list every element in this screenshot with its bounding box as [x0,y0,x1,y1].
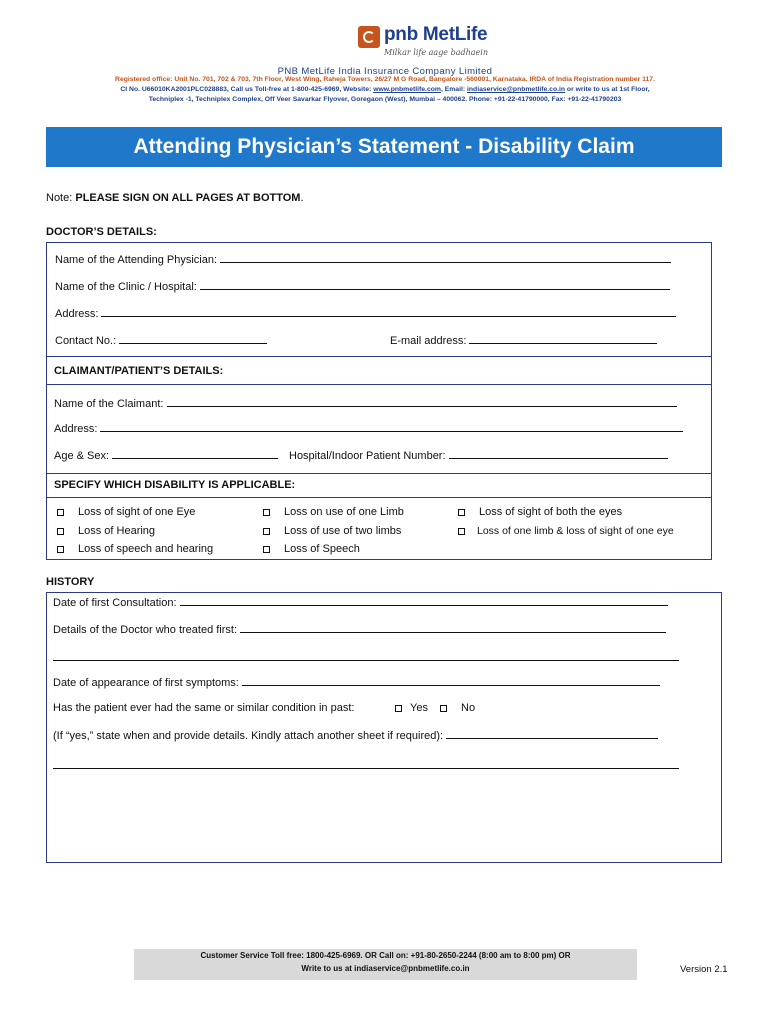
doctor-address-label: Address: [55,308,99,320]
disability-option-label: Loss on use of one Limb [284,506,404,518]
doctor-address-field[interactable] [101,307,676,317]
if-yes-field-line2[interactable] [53,768,679,769]
physician-name-row [55,253,671,266]
sign-note [46,192,304,204]
if-yes-row [53,729,658,742]
disability-heading: SPECIFY WHICH DISABILITY IS APPLICABLE: [54,479,296,491]
if-yes-label: (If “yes,” state when and provide details. Kindly attach another sheet if required): [53,730,444,742]
disability-option[interactable] [458,525,674,537]
physician-name-field[interactable] [220,253,671,263]
first-consultation-label: Date of first Consultation: [53,597,177,609]
disability-option-label: Loss of sight of one Eye [78,506,196,518]
checkbox-icon[interactable] [57,546,64,553]
note-suffix: . [300,192,304,204]
contact-no-field[interactable] [119,334,267,344]
disability-option[interactable] [263,525,401,537]
company-name: PNB MetLife India Insurance Company Limited [277,66,493,77]
age-sex-field[interactable] [112,449,278,459]
logo-brand-text: pnb MetLife [384,24,488,45]
note-text: PLEASE SIGN ON ALL PAGES AT BOTTOM [75,192,301,204]
age-sex-row [54,449,278,462]
disability-option-label: Loss of speech and hearing [78,543,214,555]
physician-name-label: Name of the Attending Physician: [55,254,218,266]
claimant-name-label: Name of the Claimant: [54,398,164,410]
disability-option-label: Loss of use of two limbs [284,525,402,537]
disability-option-label: Loss of Hearing [78,525,156,537]
disability-option[interactable] [263,543,360,555]
if-yes-field[interactable] [446,729,658,739]
cin-text: CI No. U66010KA2001PLC028883, Call us Toll-free at 1-800-425-6969, Website: [120,86,374,93]
similar-condition-label: Has the patient ever had the same or similar condition in past: [53,702,355,714]
age-sex-label: Age & Sex: [54,450,110,462]
address-continues: or write to us at 1st Floor, [565,86,650,93]
first-consultation-field[interactable] [180,596,668,606]
clinic-name-field[interactable] [200,280,670,290]
claimant-name-field[interactable] [167,397,677,407]
patient-number-label: Hospital/Indoor Patient Number: [289,450,446,462]
checkbox-icon[interactable] [263,546,270,553]
checkbox-icon[interactable] [263,509,270,516]
pnb-metlife-logo [358,22,488,58]
disability-option[interactable] [57,525,155,537]
email-link[interactable]: indiaservice@pnbmetlife.co.in [467,86,566,93]
checkbox-icon[interactable] [263,528,270,535]
disability-option[interactable] [458,506,622,518]
email-row [390,334,657,347]
disability-option[interactable] [57,543,213,555]
disability-option-label: Loss of Speech [284,543,360,555]
no-label: No [461,702,476,714]
first-doctor-row [53,623,666,636]
first-doctor-field-line2[interactable] [53,660,679,661]
checkbox-icon[interactable] [395,705,402,712]
disability-option[interactable] [57,506,195,518]
note-prefix: Note: [46,192,76,204]
contact-no-label: Contact No.: [55,335,117,347]
patient-number-field[interactable] [449,449,668,459]
doctor-address-row [55,307,676,320]
clinic-name-row [55,280,670,293]
clinic-name-label: Name of the Clinic / Hospital: [55,281,197,293]
checkbox-icon[interactable] [458,509,465,516]
claimant-details-heading: CLAIMANT/PATIENT’S DETAILS: [54,365,224,377]
customer-service-line: Customer Service Toll free: 1800-425-6969. OR Call on: +91-80-2650-2244 (8:00 am to 8:00 pm) OR [200,951,571,960]
email-prefix: , Email: [440,86,467,93]
claimant-address-label: Address: [54,423,98,435]
disability-option-label: Loss of sight of both the eyes [479,506,623,518]
first-doctor-label: Details of the Doctor who treated first: [53,624,238,636]
claimant-address-field[interactable] [100,422,683,432]
disability-option-label: Loss of one limb & loss of sight of one eye [477,525,674,537]
email-field[interactable] [469,334,657,344]
office-address-line: Techniplex -1, Techniplex Complex, Off Veer Savarkar Flyover, Goregaon (West), Mumbai – 400062. Phone: +91-22-41790000, Fax: +91-22-41790203 [148,96,622,103]
form-title: Attending Physician’s Statement - Disability Claim [133,135,635,158]
first-symptoms-field[interactable] [242,676,660,686]
contact-info-line [60,86,710,93]
patient-number-row [289,449,668,462]
history-heading: HISTORY [46,576,95,588]
checkbox-icon[interactable] [57,528,64,535]
first-symptoms-label: Date of appearance of first symptoms: [53,677,239,689]
email-label: E-mail address: [390,335,467,347]
checkbox-icon[interactable] [440,705,447,712]
yes-option[interactable] [395,702,428,714]
no-option[interactable] [440,702,475,714]
website-link[interactable]: www.pnbmetlife.com [373,86,441,93]
claimant-heading-divider [46,384,712,385]
doctor-details-heading: DOCTOR’S DETAILS: [46,226,157,238]
checkbox-icon[interactable] [458,528,465,535]
logo-tagline: Milkar life aage badhaein [384,48,488,57]
registered-office-line: Registered office: Unit No. 701, 702 & 703, 7th Floor, West Wing, Raheja Towers, 26/27 M G Road, Bangalore -560001, Karnataka. IRDA of India Registration number 117. [115,76,655,83]
disability-option[interactable] [263,506,404,518]
first-doctor-field[interactable] [240,623,666,633]
write-to-us-line: Write to us at indiaservice@pnbmetlife.co.in [301,964,470,973]
contact-no-row [55,334,267,347]
claimant-name-row [54,397,677,410]
disability-heading-divider [46,497,712,498]
first-symptoms-row [53,676,660,689]
yes-label: Yes [410,702,428,714]
claimant-address-row [54,422,683,435]
checkbox-icon[interactable] [57,509,64,516]
form-title-banner [46,127,722,167]
version-label: Version 2.1 [680,964,728,975]
first-consultation-row [53,596,668,609]
pnb-logo-icon [358,26,380,48]
